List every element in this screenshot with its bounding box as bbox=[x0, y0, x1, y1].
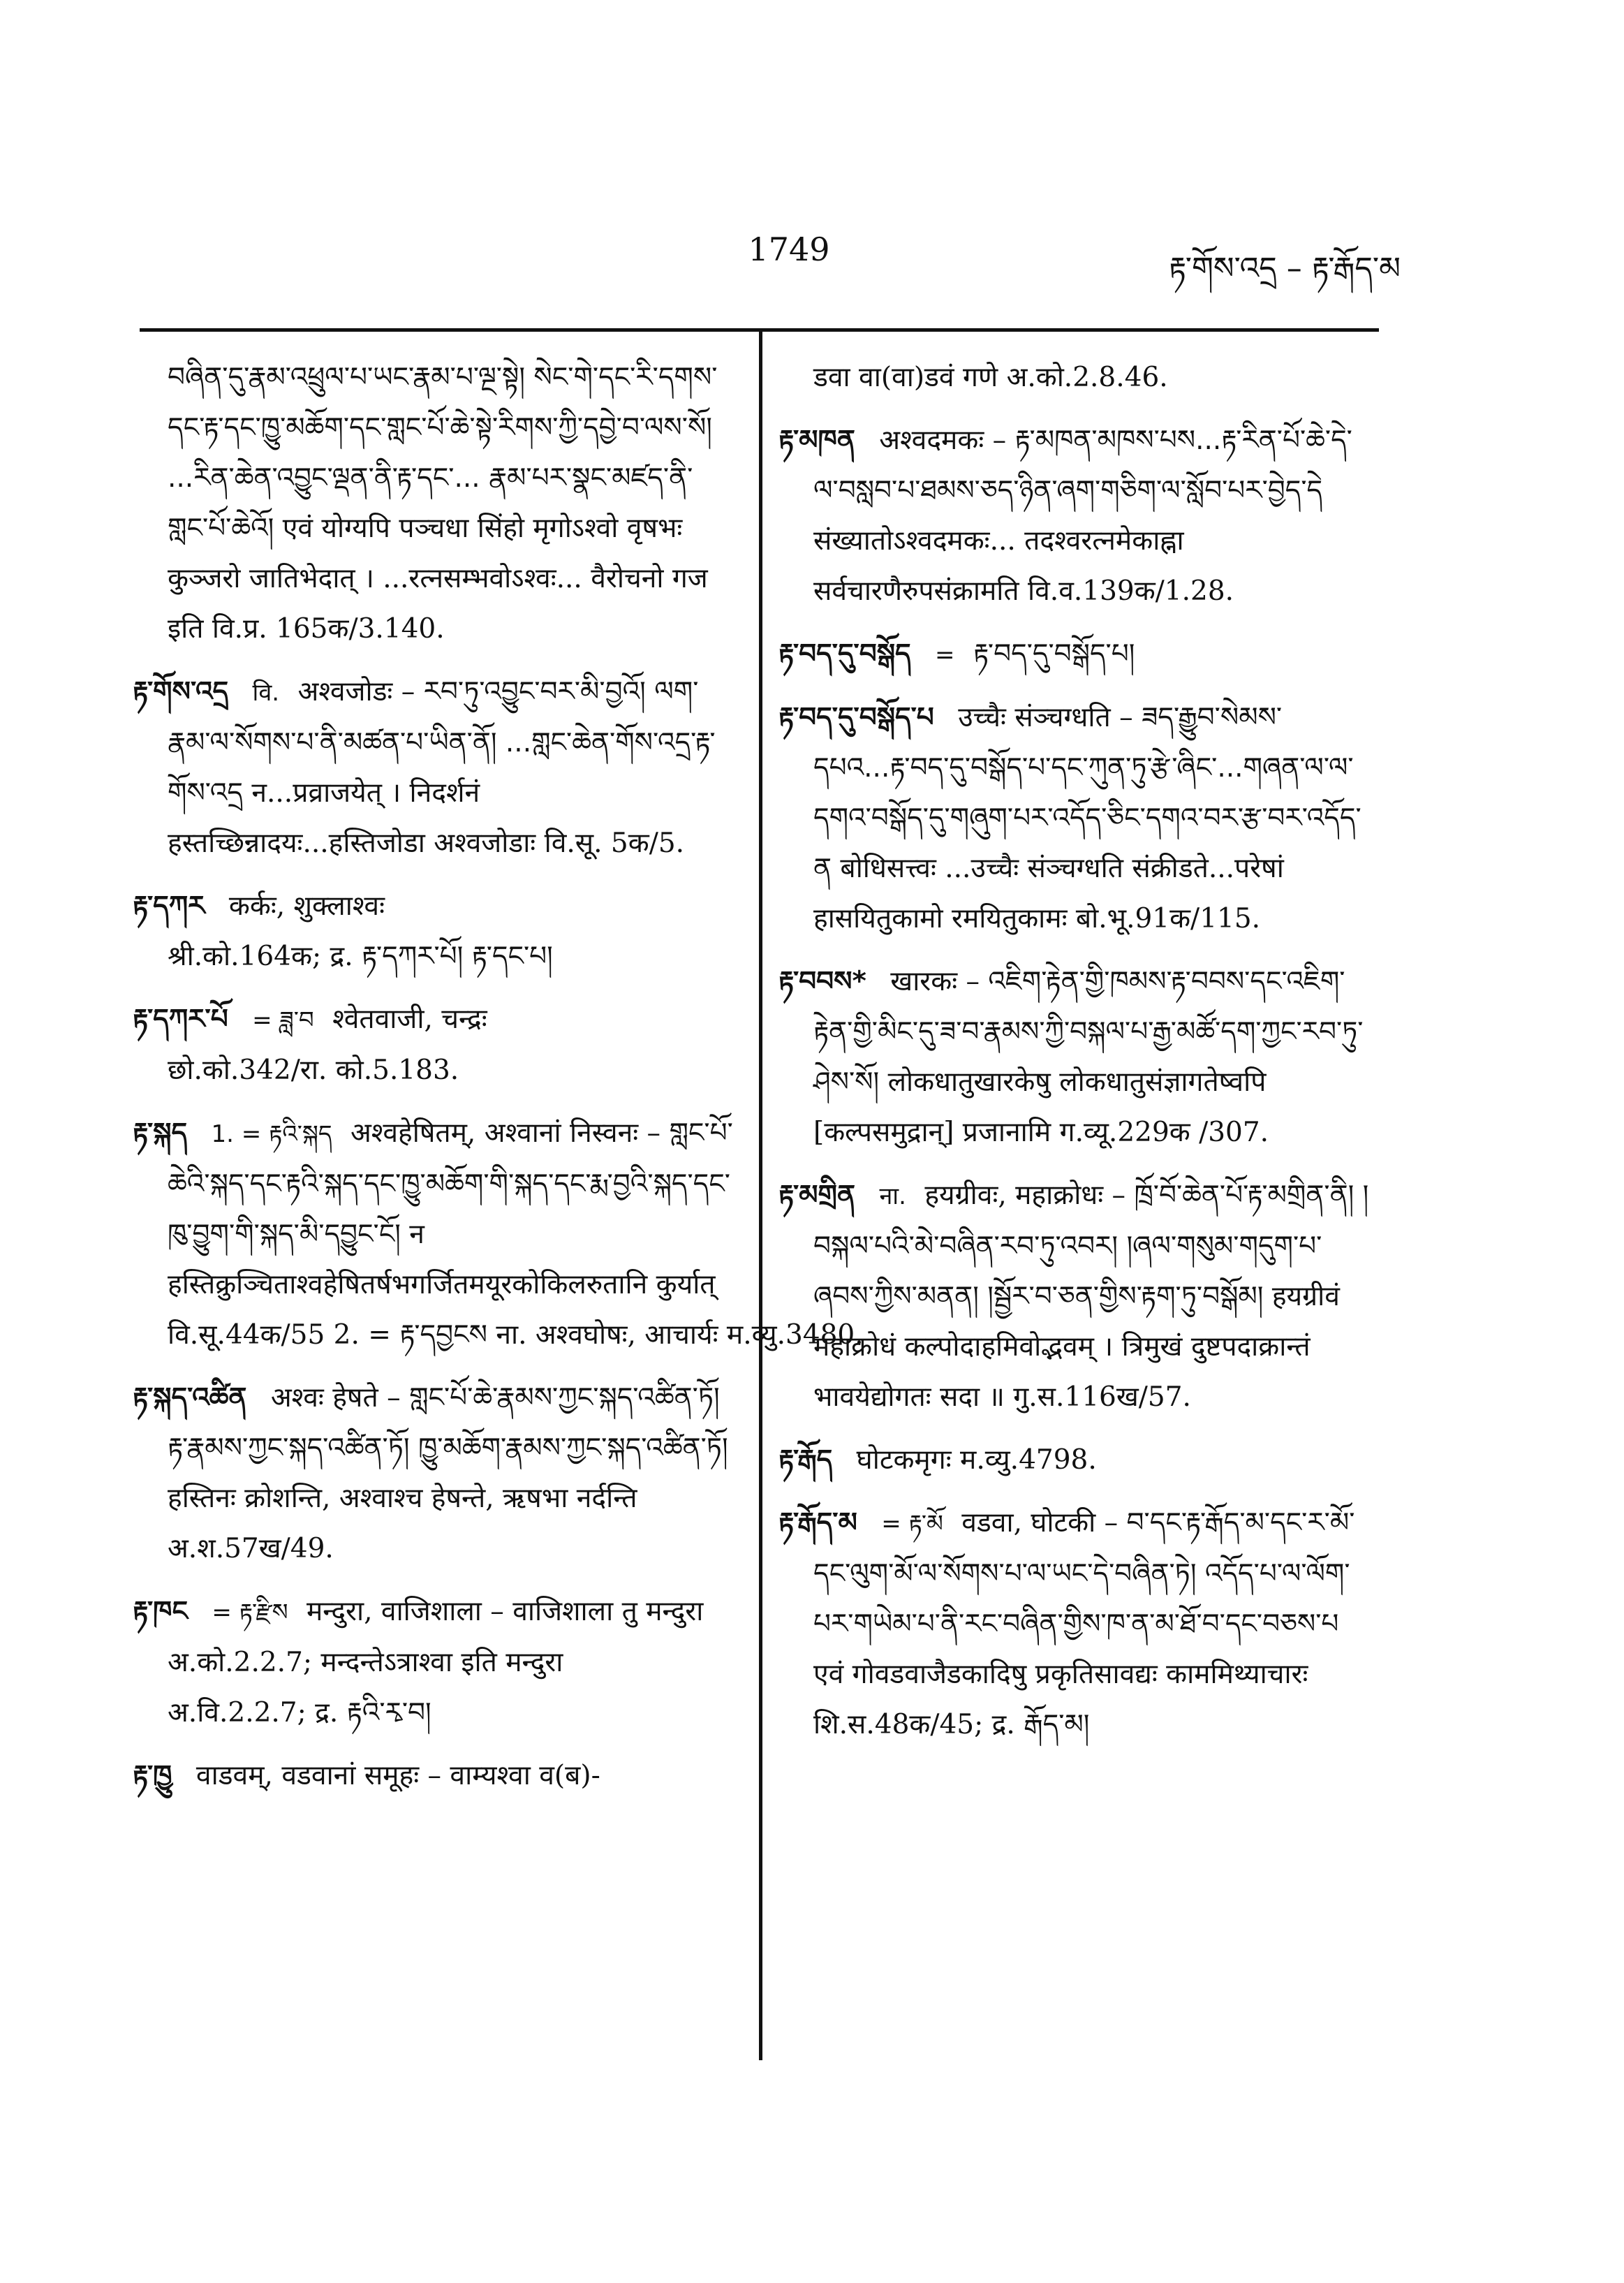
entry-headword: རྟ་བད་དུ་བསྒོད bbox=[778, 638, 911, 670]
entry-citation: शि.स.48क/45; द्र. རྒོད་མ། bbox=[813, 1709, 1090, 1740]
dictionary-entry bbox=[778, 629, 1375, 680]
entry-tag: ना. bbox=[879, 1182, 906, 1210]
entry-tag: = རྟ་མོ bbox=[881, 1510, 943, 1538]
entry-tag: = རྟ་རྫིས bbox=[212, 1599, 288, 1627]
entry-gloss: उच्चैः संञ्चग्धति – bbox=[958, 702, 1133, 733]
entry-citation: गु.स.116ख/57. bbox=[1013, 1381, 1191, 1413]
entry-sanskrit: वाम्यश्वा व(ब)- bbox=[450, 1760, 600, 1791]
entry-citation: वि.सू.44क/55 2. = རྟ་དབྱངས ना. अश्वघोषः, आचार्यः म.व्यु.3480. bbox=[168, 1319, 864, 1351]
entry-tibetan: བཞིན་དུ་རྣམ་འཕྲུལ་པ་ཡང་རྣམ་པ་ལྔ་སྟེ། སེང་གེ་དང་རི་དགས་དང་རྟ་དང་ཁྱུ་མཆོག་དང་གླང་པོ་ཆེ་སྟེ་རིགས་ཀྱི་དབྱེ་བ་ལས་སོ། ...རིན་ཆེན་འབྱུང་ལྡན་ནི་རྟ་དང་... རྣམ་པར་སྣང་མཛད་ནི་གླང་པོ་ཆེའོ། bbox=[168, 362, 718, 544]
dictionary-entry bbox=[133, 1587, 733, 1738]
dictionary-entry bbox=[133, 667, 733, 869]
entry-sanskrit: न...प्रव्राजयेत् । निदर्शनं हस्तच्छिन्नादयः...हस्तिजोडा अश्वजोडाः bbox=[168, 777, 536, 859]
entry-tag: = ཟླ་བ bbox=[252, 1006, 314, 1034]
running-head: རྟ་གོས་འདྲ – རྟ་རྒོད་མ bbox=[1169, 251, 1401, 286]
entry-tibetan: འཇིག་རྟེན་གྱི་ཁམས་རྟ་བབས་དང་འཇིག་རྟེན་གྱི་མིང་དུ་ཟ་བ་རྣམས་ཀྱི་བསྐལ་པ་རྒྱ་མཚོ་དག་ཀྱང་རབ་ཏུ་ཤེས་སོ། bbox=[813, 966, 1364, 1098]
page-number: 1749 bbox=[748, 230, 830, 268]
dictionary-entry bbox=[778, 416, 1375, 617]
entry-sanskrit: न हस्तिक्रुञ्चिताश्वहेषितर्षभगर्जितमयूरकोकिलरुतानि कुर्यात् bbox=[168, 1219, 716, 1300]
right-column bbox=[778, 353, 1375, 1763]
dictionary-entry bbox=[133, 994, 733, 1096]
dictionary-entry bbox=[778, 1498, 1375, 1750]
entry-gloss: वडवा, घोटकी – bbox=[961, 1507, 1119, 1539]
entry-sanskrit: संख्यातोऽश्वदमकः... तदश्वरत्नमेकाह्ना सर्वचारणैरुपसंक्रामति bbox=[813, 525, 1184, 607]
entry-gloss: अश्वदमकः – bbox=[879, 425, 1007, 456]
entry-gloss: अश्वहेषितम्, अश्वानां निस्वनः – bbox=[350, 1117, 661, 1149]
entry-tibetan: རྟ་མཁན་མཁས་པས...རྟ་རིན་པོ་ཆེ་དེ་ལ་བསླབ་པ་ཐམས་ཅད་ཉིན་ཞག་གཅིག་ལ་སློབ་པར་བྱེད་དེ bbox=[813, 425, 1352, 506]
entry-sanskrit: हयग्रीवं महाक्रोधं कल्पोदाहमिवोद्भवम् । त्रिमुखं दुष्टपदाक्रान्तं भावयेद्योगतः सदा ॥ bbox=[813, 1281, 1340, 1413]
entry-citation: छो.को.342/रा. को.5.183. bbox=[168, 1055, 459, 1086]
entry-citation: अ.को.2.8.46. bbox=[1006, 362, 1168, 393]
entry-gloss: मन्दुरा, वाजिशाला – bbox=[306, 1596, 504, 1627]
dictionary-entry bbox=[778, 1170, 1375, 1423]
entry-gloss: अश्वजोडः – bbox=[297, 676, 415, 707]
entry-citation: वि.व.139क/1.28. bbox=[1028, 575, 1234, 607]
entry-citation: अ.श.57ख/49. bbox=[168, 1533, 334, 1564]
dictionary-entry bbox=[133, 881, 733, 982]
entry-tibetan: ཟད་རྒྱུབ་སེམས་དཔའ...རྟ་བད་དུ་བསྒོད་པ་དང་ཀུན་ཏུ་རྩེ་ཞིང་...གཞན་ལ་ལ་དགའ་བསྒོད་དུ་གཞུག་པར་འདོད་ཅིང་དགའ་བར་རྩ་བར་འདོད་ན bbox=[813, 702, 1361, 884]
entry-citation: वि.सू. 5क/5. bbox=[544, 828, 685, 859]
entry-sanskrit: हस्तिनः क्रोशन्ति, अश्वाश्च हेषन्ते, ऋषभा नर्दन्ति bbox=[168, 1483, 637, 1514]
entry-headword: རྟ་སྐད་འཚིན bbox=[133, 1382, 247, 1414]
entry-tag: = bbox=[935, 641, 955, 669]
dictionary-entry bbox=[133, 1751, 733, 1801]
entry-tibetan: བ་དང་རྟ་རྒོད་མ་དང་ར་མོ་དང་ལུག་མོ་ལ་སོགས་པ་ལ་ཡང་དེ་བཞིན་ཏེ། འདོད་པ་ལ་ལོག་པར་གཡེམ་པ་ནི་རང་བཞིན་གྱིས་ཁ་ན་མ་ཐོ་བ་དང་བཅས་པ bbox=[813, 1507, 1355, 1640]
continuation-entry bbox=[133, 353, 733, 654]
entry-citation: अ.वि.2.2.7; द्र. རྟའི་རྭ་བ། bbox=[168, 1697, 431, 1728]
entry-tibetan: གླང་པོ་ཆེ་རྣམས་ཀྱང་སྐད་འཚིན་ཏོ། རྟ་རྣམས་ཀྱང་སྐད་འཚིན་ཏོ། ཁྱུ་མཆོག་རྣམས་ཀྱང་སྐད་འཚིན་ཏོ། bbox=[168, 1382, 728, 1464]
dictionary-entry bbox=[133, 1373, 733, 1574]
entry-gloss: खारकः – bbox=[890, 966, 980, 997]
column-divider bbox=[759, 328, 762, 2060]
entry-gloss: वाडवम्, वडवानां समूहः – bbox=[195, 1760, 441, 1791]
entry-sanskrit: बोधिसत्त्वः ...उच्चैः संञ्चग्धति संक्रीडते...परेषां हासयितुकामो रमयितुकामः bbox=[813, 853, 1284, 934]
entry-headword: རྟ་དཀར་པོ bbox=[133, 1004, 228, 1035]
dictionary-entry bbox=[778, 957, 1375, 1158]
entry-tibetan: རབ་ཏུ་འབྱུང་བར་མི་བྱའོ། ལག་རྣམ་ལ་སོགས་པ་ནི་མཚན་པ་ཡིན་ནོ། ...གླང་ཆེན་གོས་འདྲ་རྟ་གོས་འདྲ bbox=[168, 676, 716, 809]
entry-tibetan: གླང་པོ་ཆེའི་སྐད་དང་རྟའི་སྐད་དང་ཁྱུ་མཆོག་གི་སྐད་དང་རྨ་བྱའི་སྐད་དང་ཁུ་བྱུག་གི་སྐད་མི་དབྱུང་ངོ། bbox=[168, 1117, 733, 1250]
right-entry-list bbox=[778, 416, 1375, 1750]
entry-headword: རྟ་རྒོད bbox=[778, 1444, 833, 1476]
entry-citation: बो.भू.91क/115. bbox=[1075, 903, 1261, 934]
entry-citation: वि.प्र. 165क/3.140. bbox=[212, 613, 445, 645]
entry-headword: རྟ་མགྲིན bbox=[778, 1180, 856, 1211]
entry-headword: རྟ་རྒོད་མ bbox=[778, 1507, 857, 1539]
entry-headword: རྟ་ཁང bbox=[133, 1596, 188, 1627]
entry-sanskrit: लोकधातुखारकेषु लोकधातुसंज्ञागतेष्वपि [कल्पसमुद्रान्] प्रजानामि bbox=[813, 1066, 1267, 1148]
entry-headword: རྟ་གོས་འདྲ bbox=[133, 676, 229, 707]
entry-gloss: अश्वः हेषते – bbox=[270, 1382, 401, 1414]
entry-tag: वि. bbox=[252, 679, 280, 707]
entry-headword: རྟ་བད་དུ་བསྒོད་པ bbox=[778, 702, 934, 733]
continuation-entry bbox=[778, 353, 1375, 403]
entry-sanskrit: एवं गोवडवाजैडकादिषु प्रकृतिसावद्यः काममिथ्याचारः bbox=[813, 1659, 1308, 1690]
entry-gloss: हयग्रीवः, महाक्रोधः – bbox=[924, 1180, 1126, 1211]
entry-headword: རྟ་སྐད bbox=[133, 1117, 188, 1149]
entry-sanskrit: वाजिशाला तु मन्दुरा अ.को.2.2.7; मन्दन्तेऽत्राश्वा इति मन्दुरा bbox=[168, 1596, 704, 1678]
entry-headword: རྟ་མཁན bbox=[778, 425, 855, 456]
entry-headword: རྟ་བབས* bbox=[778, 966, 866, 997]
entry-tag: 1. = རྟའི་སྐད bbox=[211, 1120, 332, 1148]
entry-gloss: श्वेतवाजी, चन्द्रः bbox=[332, 1004, 487, 1035]
entry-citation: ग.व्यू.229क /307. bbox=[1059, 1117, 1269, 1148]
entry-tibetan: རྟ་བད་དུ་བསྒོད་པ། bbox=[973, 638, 1135, 670]
entry-sanskrit: डवा वा(वा)डवं गणे bbox=[813, 362, 998, 393]
entry-headword: རྟ་དཀར bbox=[133, 890, 205, 922]
entry-sanskrit: एवं योग्यपि पञ्चधा सिंहो मृगोऽश्वो वृषभः कुञ्जरो जातिभेदात् । ...रत्नसम्भवोऽश्वः... वैरोचनो गज इति bbox=[168, 513, 708, 645]
entry-gloss: कर्कः, शुक्लाश्वः bbox=[228, 890, 385, 922]
entry-citation: म.व्यु.4798. bbox=[960, 1444, 1097, 1476]
dictionary-entry bbox=[778, 693, 1375, 944]
entry-tibetan: ཁྲོ་བོ་ཆེན་པོ་རྟ་མགྲིན་ནི། །བསྐལ་པའི་མེ་བཞིན་རབ་ཏུ་འབར། །ཞལ་གསུམ་གདུག་པ་ཞབས་ཀྱིས་མནན། །སྦྱོར་བ་ཅན་གྱིས་རྟག་ཏུ་བསྒོམ། bbox=[813, 1180, 1369, 1312]
entry-citation: श्री.को.164क; द्र. རྟ་དཀར་པོ། རྟ་དང་པ། bbox=[168, 941, 553, 972]
entry-headword: རྟ་ཁྱུ bbox=[133, 1760, 172, 1791]
dictionary-entry bbox=[778, 1435, 1375, 1485]
entry-gloss: घोटकमृगः bbox=[856, 1444, 952, 1476]
